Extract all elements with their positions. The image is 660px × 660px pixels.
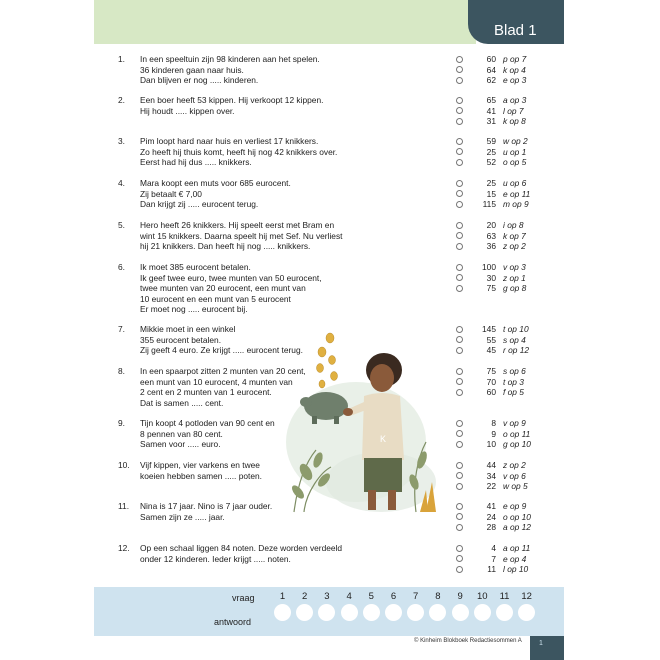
radio-button[interactable] [456, 222, 463, 229]
radio-button[interactable] [456, 420, 463, 427]
option-code: f op 5 [503, 387, 524, 397]
option-code: o op 5 [503, 157, 527, 167]
question-text-line: Hij houdt ..... kippen over. [140, 105, 235, 116]
option-value: 25 [486, 146, 496, 157]
option-code: r op 12 [503, 345, 530, 355]
option-value: 41 [486, 501, 496, 511]
question-text [140, 543, 370, 564]
option-value: 65 [486, 95, 496, 105]
answer-grid-number: 7 [413, 591, 419, 602]
question-text-line: Eerst had hij dus ..... knikkers. [140, 157, 252, 167]
radio-button[interactable] [456, 118, 463, 125]
radio-button[interactable] [456, 107, 463, 114]
answer-grid-number: 12 [521, 591, 532, 602]
radio-button[interactable] [456, 190, 463, 197]
copyright-footer: © Kinheim Blokboek Redactiesommen A [414, 638, 522, 644]
question-text-line: Ik geef twee euro, twee munten van 50 eurocent, [140, 272, 322, 283]
question-text-line: Zij geeft 4 euro. Ze krijgt ..... eurocent terug. [140, 345, 303, 355]
answer-input-circle[interactable] [341, 604, 358, 621]
question-text-line: koeien hebben samen ..... poten. [140, 470, 262, 481]
question-number: 5. [118, 220, 125, 230]
question-text-line: Samen zijn ze ..... jaar. [140, 511, 225, 522]
question-text-line: Zij betaalt € 7,00 [140, 188, 202, 199]
option-code: z op 1 [503, 272, 526, 283]
question-number: 10. [118, 460, 130, 470]
radio-button[interactable] [456, 285, 463, 292]
option-value: 9 [491, 428, 496, 439]
option-code: v op 3 [503, 262, 526, 272]
question-text-line: 355 eurocent betalen. [140, 334, 222, 345]
question-number: 6. [118, 262, 125, 272]
question-text-line: 2 cent en 2 munten van 1 eurocent. [140, 387, 272, 397]
question-text-line: Vijf kippen, vier varkens en twee [140, 460, 260, 470]
option-value: 24 [486, 511, 496, 522]
option-code: k op 8 [503, 116, 526, 126]
question-text-line: Mara koopt een muts voor 685 eurocent. [140, 178, 291, 188]
option-code: s op 6 [503, 366, 526, 376]
option-value: 63 [486, 230, 496, 241]
option-code: w op 2 [503, 136, 528, 146]
option-code: a op 3 [503, 95, 527, 105]
option-code: l op 7 [503, 105, 524, 116]
question-text-line: In een spaarpot zitten 2 munten van 20 cent, [140, 366, 306, 376]
answer-input-circle[interactable] [385, 604, 402, 621]
radio-button[interactable] [456, 503, 463, 510]
question-text-line: hij 21 knikkers. Dan heeft hij nog ..... knikkers. [140, 241, 311, 251]
option-code: e op 4 [503, 553, 527, 564]
answer-input-circle[interactable] [363, 604, 380, 621]
option-value: 25 [486, 178, 496, 188]
radio-button[interactable] [456, 232, 463, 239]
question-text-line: wint 15 knikkers. Daarna speelt hij met Sef. Nu verliest [140, 230, 343, 241]
answer-grid-number: 6 [390, 591, 397, 602]
question-text-line: 36 kinderen gaan naar huis. [140, 64, 244, 75]
answer-input-circle[interactable] [474, 604, 491, 621]
option-value: 20 [486, 220, 496, 230]
answer-grid-number: 5 [368, 591, 374, 602]
question-number: 7. [118, 324, 125, 334]
question-number: 4. [118, 178, 125, 188]
question-text-line: Zo heeft hij thuis komt, heeft hij nog 42 knikkers over. [140, 146, 338, 157]
option-value: 115 [482, 199, 496, 209]
radio-button[interactable] [456, 159, 463, 166]
option-code: e op 11 [503, 188, 531, 199]
question-number: 11. [118, 501, 130, 511]
question-number: 8. [118, 366, 125, 376]
option-code: p op 7 [503, 54, 527, 64]
question-text [140, 136, 370, 168]
answer-grid-answer-label: antwoord [214, 617, 252, 627]
radio-button[interactable] [456, 566, 463, 573]
radio-button[interactable] [456, 243, 463, 250]
option-value: 7 [491, 553, 496, 564]
radio-button[interactable] [456, 201, 463, 208]
radio-button[interactable] [456, 56, 463, 63]
option-value: 59 [486, 136, 496, 146]
option-value: 60 [486, 54, 496, 64]
answer-grid-number: 9 [457, 591, 463, 602]
question-text-line: Dan blijven er nog ..... kinderen. [140, 75, 259, 85]
radio-button[interactable] [456, 264, 463, 271]
option-code: o op 10 [503, 511, 531, 522]
question-text-line: 8 pennen van 80 cent. [140, 428, 223, 439]
option-value: 30 [486, 272, 496, 283]
radio-button[interactable] [456, 430, 463, 437]
option-code: o op 11 [503, 428, 531, 439]
question-text-line: Tijn koopt 4 potloden van 90 cent en [140, 418, 275, 428]
question-text-line: Dat is samen ..... cent. [140, 397, 224, 408]
option-value: 11 [487, 564, 496, 574]
option-value: 52 [486, 157, 496, 167]
question-text-line: twee munten van 20 eurocent, een munt van [140, 283, 306, 293]
answer-input-circle[interactable] [274, 604, 291, 621]
question-text-line: Mikkie moet in een winkel [140, 324, 236, 334]
option-code: l op 10 [503, 564, 529, 574]
question-text [140, 54, 370, 86]
option-value: 10 [486, 439, 496, 449]
radio-button[interactable] [456, 462, 463, 469]
option-value: 145 [482, 324, 496, 334]
option-code: u op 6 [503, 178, 527, 188]
page-number: 1 [539, 640, 543, 647]
question-text-line: Er moet nog ..... eurocent bij. [140, 304, 248, 314]
radio-button[interactable] [456, 347, 463, 354]
question-text [140, 220, 370, 252]
option-value: 100 [482, 262, 496, 272]
question-text-line: Een boer heeft 53 kippen. Hij verkoopt 12 kippen. [140, 95, 324, 105]
question-text [140, 178, 370, 210]
option-code: w op 5 [503, 481, 528, 491]
question-text-line: een munt van 10 eurocent, 4 munten van [140, 376, 293, 387]
option-value: 70 [486, 376, 496, 387]
option-value: 45 [486, 345, 496, 355]
radio-button[interactable] [456, 326, 463, 333]
option-code: s op 4 [503, 334, 526, 345]
question-text-line: onder 12 kinderen. Ieder krijgt ..... noten. [140, 553, 291, 564]
answer-grid-number: 8 [435, 591, 441, 602]
option-code: g op 8 [503, 283, 527, 293]
option-value: 44 [486, 460, 496, 470]
option-code: e op 3 [503, 75, 527, 85]
option-value: 36 [486, 241, 496, 251]
header-band [94, 0, 476, 44]
option-code: m op 9 [503, 199, 529, 209]
radio-button[interactable] [456, 97, 463, 104]
option-value: 75 [486, 366, 496, 376]
option-code: v op 9 [503, 418, 526, 428]
radio-button[interactable] [456, 66, 463, 73]
question-text-line: 10 eurocent en een munt van 5 eurocent [140, 293, 291, 304]
sheet-title: Blad 1 [494, 22, 537, 39]
question-text-line: Hero heeft 26 knikkers. Hij speelt eerst met Bram en [140, 220, 335, 230]
option-value: 28 [486, 522, 496, 532]
option-value: 55 [486, 334, 496, 345]
radio-button[interactable] [456, 77, 463, 84]
option-value: 4 [491, 543, 496, 553]
option-code: u op 1 [503, 146, 527, 157]
option-value: 34 [486, 470, 496, 481]
option-code: a op 11 [503, 543, 531, 553]
answer-input-circle[interactable] [496, 604, 513, 621]
option-value: 64 [486, 64, 496, 75]
radio-button[interactable] [456, 148, 463, 155]
answer-grid-number: 1 [279, 591, 286, 602]
option-code: v op 6 [503, 470, 526, 481]
answer-grid-number: 11 [499, 591, 510, 602]
radio-button[interactable] [456, 378, 463, 385]
option-value: 41 [486, 105, 496, 116]
option-value: 31 [486, 116, 496, 126]
radio-button[interactable] [456, 368, 463, 375]
question-text-line: Pim loopt hard naar huis en verliest 17 knikkers. [140, 136, 319, 146]
question-text [140, 95, 370, 116]
boy-with-piggy-bank-illustration [276, 332, 442, 520]
option-value: 75 [486, 283, 496, 293]
option-code: z op 2 [503, 460, 526, 470]
question-text-line: Ik moet 385 eurocent betalen. [140, 262, 251, 272]
option-code: k op 7 [503, 230, 526, 241]
radio-button[interactable] [456, 138, 463, 145]
option-value: 60 [486, 387, 496, 397]
option-value: 15 [486, 188, 496, 199]
question-text-line: Samen voor ..... euro. [140, 439, 221, 449]
radio-button[interactable] [456, 483, 463, 490]
radio-button[interactable] [456, 513, 463, 520]
question-number: 12. [118, 543, 130, 553]
answer-grid-question-label: vraag [232, 593, 255, 603]
option-value: 22 [486, 481, 496, 491]
radio-button[interactable] [456, 336, 463, 343]
answer-grid-number: 3 [324, 591, 330, 602]
question-number: 1. [118, 54, 125, 64]
option-value: 62 [486, 75, 496, 85]
question-text-line: Op een schaal liggen 84 noten. Deze worden verdeeld [140, 543, 343, 553]
option-code: e op 9 [503, 501, 527, 511]
radio-button[interactable] [456, 274, 463, 281]
question-text [140, 262, 370, 315]
answer-grid-number: 4 [346, 591, 352, 602]
question-text-line: Nina is 17 jaar. Nino is 7 jaar ouder. [140, 501, 273, 511]
option-code: i op 8 [503, 220, 524, 230]
radio-button[interactable] [456, 524, 463, 531]
option-code: t op 3 [503, 376, 524, 387]
radio-button[interactable] [456, 441, 463, 448]
answer-input-circle[interactable] [452, 604, 469, 621]
radio-button[interactable] [456, 545, 463, 552]
radio-button[interactable] [456, 180, 463, 187]
piggy-letter: K [380, 434, 387, 444]
page-margin-right [564, 0, 660, 660]
radio-button[interactable] [456, 389, 463, 396]
page-margin-left [0, 0, 94, 660]
option-code: a op 12 [503, 522, 531, 532]
option-code: z op 2 [503, 241, 526, 251]
option-value: 8 [491, 418, 496, 428]
option-code: k op 4 [503, 64, 526, 75]
radio-button[interactable] [456, 555, 463, 562]
option-code: g op 10 [503, 439, 531, 449]
radio-button[interactable] [456, 472, 463, 479]
question-number: 3. [118, 136, 125, 146]
question-number: 9. [118, 418, 125, 428]
question-text-line: In een speeltuin zijn 98 kinderen aan het spelen. [140, 54, 320, 64]
question-number: 2. [118, 95, 125, 105]
answer-grid-number: 10 [477, 591, 488, 602]
option-code: t op 10 [503, 324, 529, 334]
question-text-line: Dan krijgt zij ..... eurocent terug. [140, 199, 259, 209]
answer-grid-number: 2 [302, 591, 308, 602]
